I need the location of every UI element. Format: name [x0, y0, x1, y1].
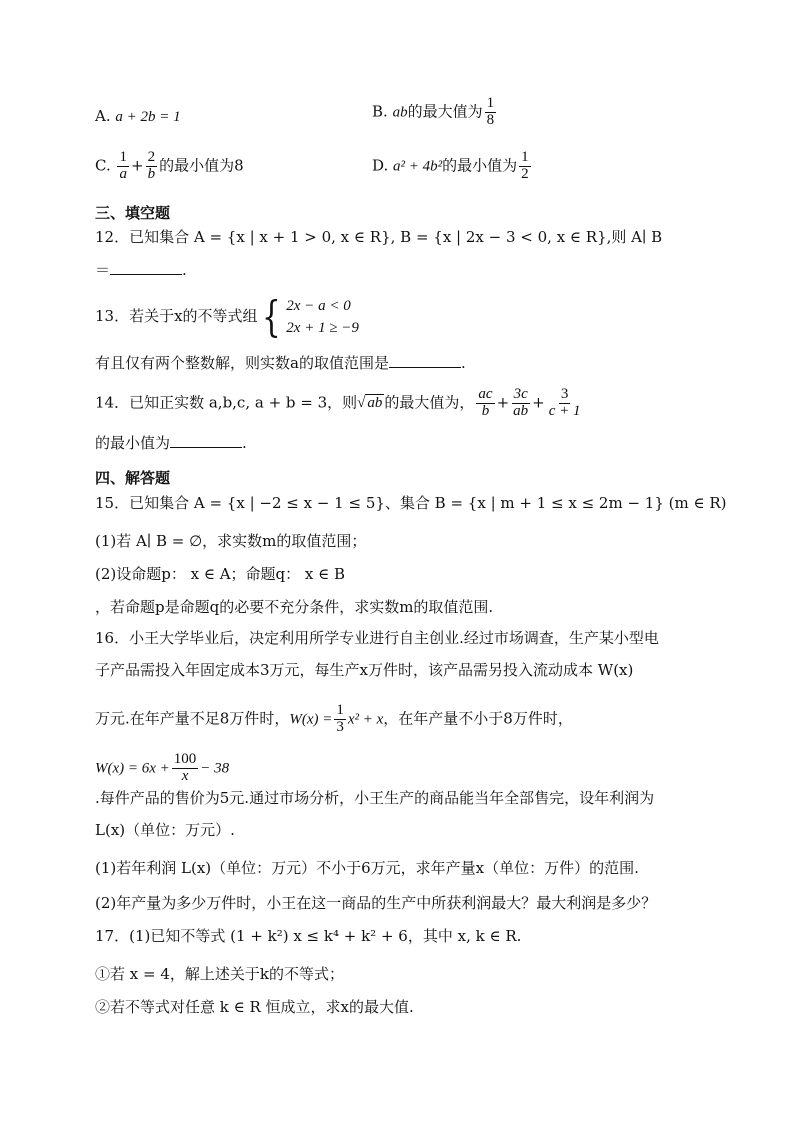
q14-frac3	[547, 387, 583, 420]
q14-mid: 的最大值为，	[384, 393, 475, 412]
option-d-text: 的最小值为	[442, 156, 518, 175]
q13-system	[258, 292, 359, 341]
option-d	[372, 150, 533, 183]
q16-line3-w: W(x) =	[289, 711, 333, 728]
q13-text: 有且仅有两个整数解，则实数a的取值范围是	[95, 354, 389, 372]
q14-answer-blank[interactable]	[170, 433, 242, 448]
q16-part2: (2)年产量为多少万件时，小王在这一商品的生产中所获利润最大？最大利润是多少？	[95, 894, 657, 912]
q14-line1: 14．已知正实数 a,b,c, a + b = 3，则√ ab 的最大值为， $\frac{ac}{b}$ + $\frac{3c}{ab}$ + $\frac{3}{c + 1}$	[95, 386, 581, 419]
option-b-label: B.	[372, 102, 393, 121]
q13-line2	[95, 352, 466, 374]
q16-line6: L(x)（单位：万元）.	[95, 821, 235, 839]
option-b	[372, 96, 498, 129]
q13-row2: 2x + 1 ≥ −9	[286, 320, 359, 336]
q14-end: .	[242, 434, 247, 452]
q16-part1: (1)若年利润 L(x)（单位：万元）不小于6万元，求年产量x（单位：万件）的范围.	[95, 859, 639, 877]
q17-part2: ②若不等式对任意 k ∈ R 恒成立，求x的最大值.	[95, 998, 414, 1016]
plus-sign: +	[130, 156, 144, 175]
q16-line4-a: W(x) = 6x +	[95, 760, 170, 777]
option-c-frac2	[146, 150, 158, 183]
frac-den: b	[481, 402, 490, 419]
option-b-text: 的最大值为	[407, 102, 483, 121]
frac-num: 100	[173, 751, 197, 767]
frac-num: 1	[336, 702, 344, 718]
q16-line2: 子产品需投入年固定成本3万元，每生产x万件时，该产品需另投入流动成本 W(x)	[95, 661, 634, 679]
q16-line4-b: − 38	[200, 760, 230, 777]
frac-den: c + 1	[548, 402, 581, 419]
q14-frac2	[511, 387, 530, 420]
q16-line3-frac	[334, 703, 346, 736]
option-b-expr: ab	[392, 104, 408, 121]
frac-den: ab	[513, 402, 529, 419]
option-c-frac1	[117, 150, 129, 183]
frac-den: a	[119, 165, 127, 182]
q16-line3	[95, 703, 573, 736]
q16-line3-b: ，在年产量不小于8万件时，	[383, 709, 573, 728]
q13-end: .	[460, 354, 466, 372]
frac-num: 3c	[513, 386, 528, 402]
q12-line2	[95, 259, 187, 281]
q13-answer-blank[interactable]	[389, 353, 461, 368]
q16-line1: 16．小王大学毕业后，决定利用所学专业进行自主创业.经过市场调查，生产某小型电	[95, 629, 659, 647]
q12-end: .	[182, 261, 187, 279]
section-title-fill-blank: 三、填空题	[95, 204, 171, 222]
option-d-expr: a² + 4b²	[393, 158, 443, 175]
q14-text: 的最小值为	[95, 434, 171, 452]
frac-den: 2	[521, 165, 529, 182]
frac-num: 3	[560, 386, 569, 402]
frac-den: 8	[486, 111, 495, 128]
q12-line1: 12．已知集合 A = {x | x + 1 > 0, x ∈ R}, B = {x | 2x − 3 < 0, x ∈ R},则 A∣ B	[95, 228, 663, 246]
frac-den: b	[147, 165, 156, 182]
q15-part2: (2)设命题p： x ∈ A；命题q： x ∈ B	[95, 565, 346, 583]
frac-den: x	[181, 767, 189, 784]
q16-line4-frac	[172, 752, 199, 785]
q14-frac1	[476, 387, 494, 420]
q16-line4	[95, 752, 229, 785]
option-c-text: 的最小值为8	[159, 156, 244, 175]
option-c-label: C.	[95, 156, 116, 175]
brace-icon: {	[261, 292, 281, 341]
q13-prefix: 13．若关于x的不等式组	[95, 307, 258, 325]
q15-part3: ，若命题p是命题q的必要不充分条件，求实数m的取值范围.	[95, 598, 494, 616]
q14-sqrt: √ ab	[357, 395, 383, 412]
q14-line2	[95, 432, 247, 454]
frac-num: ac	[478, 386, 493, 402]
q14-prefix: 14．已知正实数 a,b,c, a + b = 3，则	[95, 393, 358, 412]
option-d-fraction	[519, 150, 531, 183]
frac-den: 3	[336, 718, 344, 735]
frac-num: 1	[486, 95, 495, 111]
q13-row1: 2x − a < 0	[286, 298, 351, 314]
frac-num: 2	[147, 149, 156, 165]
sqrt-radicand: ab	[367, 395, 383, 412]
q16-line3-expr: x² + x	[347, 711, 384, 728]
q15-part1: (1)若 A∣ B = ∅，求实数m的取值范围；	[95, 532, 367, 550]
option-b-fraction	[485, 96, 497, 129]
q17-line1: 17．(1)已知不等式 (1 + k²) x ≤ k⁴ + k² + 6，其中 x, k ∈ R.	[95, 927, 522, 945]
q16-line3-a: 万元.在年产量不足8万件时，	[95, 709, 290, 728]
option-a-label: A.	[95, 107, 116, 125]
q12-answer-blank[interactable]	[110, 260, 182, 275]
q16-line5: .每件产品的售价为5元.通过市场分析，小王生产的商品能当年全部售完，设年利润为	[95, 789, 655, 807]
q13-line1	[95, 292, 359, 341]
section-title-solutions: 四、解答题	[95, 469, 171, 487]
frac-num: 1	[521, 149, 529, 165]
option-a-expr: a + 2b = 1	[115, 109, 181, 125]
q12-eq: ＝	[95, 261, 111, 279]
frac-num: 1	[119, 149, 127, 165]
option-c	[95, 150, 244, 183]
q17-part1: ①若 x = 4，解上述关于k的不等式；	[95, 965, 344, 983]
option-d-label: D.	[372, 156, 394, 175]
option-a	[95, 105, 181, 128]
q15-line1: 15．已知集合 A = {x | −2 ≤ x − 1 ≤ 5}、集合 B = {x | m + 1 ≤ x ≤ 2m − 1} (m ∈ R)	[95, 494, 727, 512]
